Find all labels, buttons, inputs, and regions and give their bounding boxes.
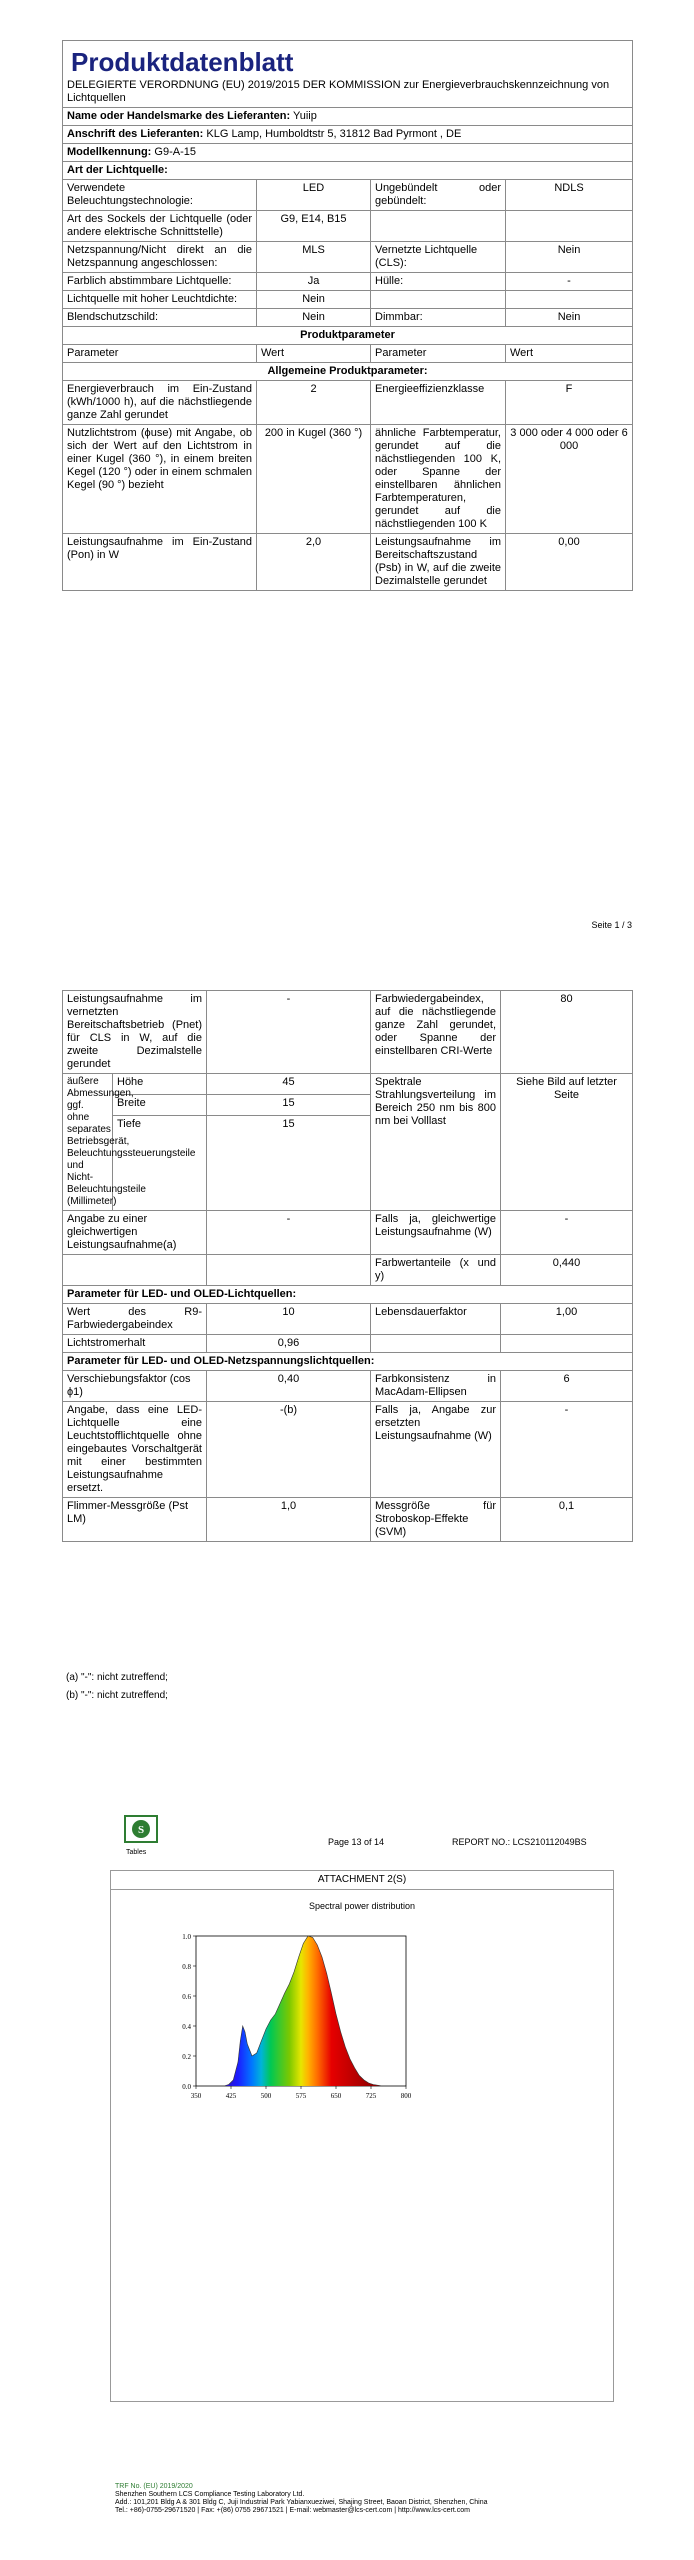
dim-value: 15 [207, 1095, 371, 1116]
row-label: Art des Sockels der Lichtquelle (oder andere elektrische Schnittstelle) [63, 211, 257, 242]
table-row [63, 1255, 633, 1286]
dim-value: 15 [207, 1116, 371, 1211]
x-tick-label: 350 [190, 2092, 202, 2100]
cct-value: 3 000 oder 4 000 oder 6 000 [506, 425, 633, 534]
row-value: Ja [257, 273, 371, 291]
attachment-header [112, 1815, 632, 1865]
row-value [506, 211, 633, 242]
y-tick-label: 0.2 [182, 2053, 191, 2061]
row-label [371, 211, 506, 242]
dims-label: äußere Abmessungen, ggf. ohne separates Betriebsgerät, Beleuchtungssteuerungsteile und Nicht-Beleuchtungsteile (Millimeter) [63, 1074, 113, 1211]
col-header-value: Wert [506, 345, 633, 363]
row-value: Nein [506, 309, 633, 327]
report-number: REPORT NO.: LCS210112049BS [452, 1837, 587, 1847]
table-row [63, 242, 633, 273]
replace-w-value: - [501, 1402, 633, 1498]
y-tick-label: 0.0 [182, 2083, 191, 2091]
y-tick-label: 0.6 [182, 1993, 191, 2001]
table-row [63, 291, 633, 309]
led-params-heading: Parameter für LED- und OLED-Lichtquellen: [63, 1286, 633, 1304]
x-tick-label: 650 [330, 2092, 342, 2100]
replace-w-label: Falls ja, Angabe zur ersetzten Leistungsaufnahme (W) [371, 1402, 501, 1498]
row-value: G9, E14, B15 [257, 211, 371, 242]
svm-label: Messgröße für Stroboskop-Effekte (SVM) [371, 1498, 501, 1542]
energy-value: 2 [257, 381, 371, 425]
col-header-value: Wert [257, 345, 371, 363]
flux-value: 200 in Kugel (360 °) [257, 425, 371, 534]
x-tick-label: 800 [400, 2092, 412, 2100]
table-row [63, 381, 633, 425]
model-value: G9-A-15 [154, 146, 196, 158]
cri-label: Farbwiedergabeindex, auf die nächstliegende ganze Zahl gerundet, oder Spanne der einstellbaren CRI-Werte [371, 991, 501, 1074]
equiv-w-label: Falls ja, gleichwertige Leistungsaufnahme (W) [371, 1211, 501, 1255]
dim-name: Breite [113, 1095, 207, 1116]
row-value: MLS [257, 242, 371, 273]
row-label: Blendschutzschild: [63, 309, 257, 327]
attachment-box [110, 1870, 614, 2402]
row-value: - [506, 273, 633, 291]
y-tick-label: 1.0 [182, 1933, 191, 1941]
svm-value: 0,1 [501, 1498, 633, 1542]
macadam-label: Farbkonsistenz in MacAdam-Ellipsen [371, 1371, 501, 1402]
x-tick-label: 425 [225, 2092, 237, 2100]
row-label: Lichtquelle mit hoher Leuchtdichte: [63, 291, 257, 309]
chart-title: Spectral power distribution [308, 1901, 416, 1911]
pon-label: Leistungsaufnahme im Ein-Zustand (Pon) in W [63, 534, 257, 591]
footer-contact: Tel.: +86)-0755-29671520 | Fax: +(86) 0755 29671521 | E-mail: webmaster@lcs-cert.com | http://www.lcs-cert.com [115, 2507, 470, 2514]
model-row [63, 144, 633, 162]
footer-address: Add.: 101,201 Bldg A & 301 Bldg C, Juji Industrial Park Yabianxueziwei, Shajing Street, Baoan District, Shenzhen, China [115, 2499, 488, 2506]
supplier-address-label: Anschrift des Lieferanten: [67, 128, 204, 140]
footer-lab-name: Shenzhen Southern LCS Compliance Testing Laboratory Ltd. [115, 2491, 305, 2498]
y-tick-label: 0.4 [182, 2023, 191, 2031]
spd-label: Spektrale Strahlungsverteilung im Bereich 250 nm bis 800 nm bei Volllast [371, 1074, 501, 1211]
table-row [63, 1335, 633, 1353]
table-row [63, 1211, 633, 1255]
page-number: Seite 1 / 3 [591, 920, 632, 930]
table-row [63, 273, 633, 291]
table-row [63, 991, 633, 1074]
r9-value: 10 [207, 1304, 371, 1335]
datasheet-table-1 [62, 40, 633, 591]
table-row [63, 534, 633, 591]
supplier-name-row [63, 108, 633, 126]
pnet-label: Leistungsaufnahme im vernetzten Bereitschaftsbetrieb (Pnet) für CLS in W, auf die zweite Dezimalstelle gerundet [63, 991, 207, 1074]
dim-name: Tiefe [113, 1116, 207, 1211]
x-tick-label: 725 [365, 2092, 377, 2100]
equiv-w-value: - [501, 1211, 633, 1255]
table-row [63, 1498, 633, 1542]
row-value [506, 291, 633, 309]
row-label: Farblich abstimmbare Lichtquelle: [63, 273, 257, 291]
pnet-value: - [207, 991, 371, 1074]
datasheet-header [63, 41, 633, 108]
cct-label: ähnliche Farbtemperatur, gerundet auf die nächstliegenden 100 K, oder Spanne der einstellbaren ähnlichen Farbtemperaturen, gerundet auf die nächstliegenden 100 K [371, 425, 506, 534]
r9-label: Wert des R9-Farbwiedergabeindex [63, 1304, 207, 1335]
x-tick-label: 500 [260, 2092, 272, 2100]
maint-label: Lichtstromerhalt [63, 1335, 207, 1353]
table-row [63, 180, 633, 211]
table-row [63, 1074, 633, 1095]
chroma-label: Farbwertanteile (x und y) [371, 1255, 501, 1286]
col-header-param: Parameter [63, 345, 257, 363]
footnote-b: (b) "-": nicht zutreffend; [66, 1690, 168, 1701]
pf-label: Verschiebungsfaktor (cos ϕ1) [63, 1371, 207, 1402]
energy-label: Energieverbrauch im Ein-Zustand (kWh/1000 h), auf die nächstliegende ganze Zahl gerundet [63, 381, 257, 425]
pf-value: 0,40 [207, 1371, 371, 1402]
product-params-heading: Produktparameter [63, 327, 633, 345]
chroma-value: 0,440 [501, 1255, 633, 1286]
psb-label: Leistungsaufnahme im Bereitschaftszustand (Psb) in W, auf die zweite Dezimalstelle gerundet [371, 534, 506, 591]
row-label: Netzspannung/Nicht direkt an die Netzspannung angeschlossen: [63, 242, 257, 273]
spd-value: Siehe Bild auf letzter Seite [501, 1074, 633, 1211]
model-label: Modellkennung: [67, 146, 152, 158]
row-value: Nein [257, 309, 371, 327]
y-tick-label: 0.8 [182, 1963, 191, 1971]
pst-value: 1,0 [207, 1498, 371, 1542]
dim-value: 45 [207, 1074, 371, 1095]
row-label: Verwendete Beleuchtungstechnologie: [63, 180, 257, 211]
table-row [63, 1402, 633, 1498]
row-label: Hülle: [371, 273, 506, 291]
replace-label: Angabe, dass eine LED-Lichtquelle eine Leuchtstofflichtquelle ohne eingebautes Vorschaltgerät mit einer bestimmten Leistungsaufnahme ersetzt. [63, 1402, 207, 1498]
row-value: Nein [506, 242, 633, 273]
svg-text:S: S [137, 1824, 145, 1836]
lcs-logo-icon [124, 1815, 158, 1849]
row-label: Ungebündelt oder gebündelt: [371, 180, 506, 211]
lifetime-value: 1,00 [501, 1304, 633, 1335]
dim-name: Höhe [113, 1074, 207, 1095]
logo-caption: Tables [126, 1849, 147, 1856]
supplier-name: Yuiip [293, 110, 317, 122]
spectral-chart [156, 1926, 416, 2106]
eff-class-value: F [506, 381, 633, 425]
equiv-label: Angabe zu einer gleichwertigen Leistungsaufnahme(a) [63, 1211, 207, 1255]
table-row [63, 309, 633, 327]
table-row [63, 211, 633, 242]
table-row [63, 1371, 633, 1402]
col-header-param: Parameter [371, 345, 506, 363]
table-row [63, 425, 633, 534]
footer-trf: TRF No. (EU) 2019/2020 [115, 2483, 193, 2490]
pon-value: 2,0 [257, 534, 371, 591]
lab-footer [115, 2483, 488, 2515]
replace-value: -(b) [207, 1402, 371, 1498]
light-source-type-heading: Art der Lichtquelle: [63, 162, 633, 180]
mains-params-heading: Parameter für LED- und OLED-Netzspannungslichtquellen: [63, 1353, 633, 1371]
macadam-value: 6 [501, 1371, 633, 1402]
supplier-address-row [63, 126, 633, 144]
pst-label: Flimmer-Messgröße (Pst LM) [63, 1498, 207, 1542]
row-value: Nein [257, 291, 371, 309]
row-value: NDLS [506, 180, 633, 211]
equiv-value: - [207, 1211, 371, 1255]
regulation-subtitle: DELEGIERTE VERORDNUNG (EU) 2019/2015 DER KOMMISSION zur Energieverbrauchskennzeichnung von Lichtquellen [67, 79, 610, 104]
page-title: Produktdatenblatt [71, 47, 294, 77]
psb-value: 0,00 [506, 534, 633, 591]
maint-value: 0,96 [207, 1335, 371, 1353]
row-value: LED [257, 180, 371, 211]
x-tick-label: 575 [295, 2092, 307, 2100]
spectrum-area [156, 1926, 416, 2106]
supplier-address: KLG Lamp, Humboldtstr 5, 31812 Bad Pyrmont , DE [206, 128, 462, 140]
eff-class-label: Energieeffizienzklasse [371, 381, 506, 425]
row-label [371, 291, 506, 309]
supplier-name-label: Name oder Handelsmarke des Lieferanten: [67, 110, 291, 122]
page-info: Page 13 of 14 [328, 1837, 385, 1847]
lifetime-label: Lebensdauerfaktor [371, 1304, 501, 1335]
flux-label: Nutzlichtstrom (ϕuse) mit Angabe, ob sich der Wert auf den Lichtstrom in einer Kugel (360 °), in einem breiten Kegel (120 °) oder in einem schmalen Kegel (90 °) bezieht [63, 425, 257, 534]
row-label: Dimmbar: [371, 309, 506, 327]
table-row [63, 1304, 633, 1335]
footnote-a: (a) "-": nicht zutreffend; [66, 1672, 168, 1683]
cri-value: 80 [501, 991, 633, 1074]
datasheet-table-2 [62, 990, 633, 1542]
general-params-heading: Allgemeine Produktparameter: [63, 363, 633, 381]
row-label: Vernetzte Lichtquelle (CLS): [371, 242, 506, 273]
attachment-title: ATTACHMENT 2(S) [111, 1871, 613, 1890]
